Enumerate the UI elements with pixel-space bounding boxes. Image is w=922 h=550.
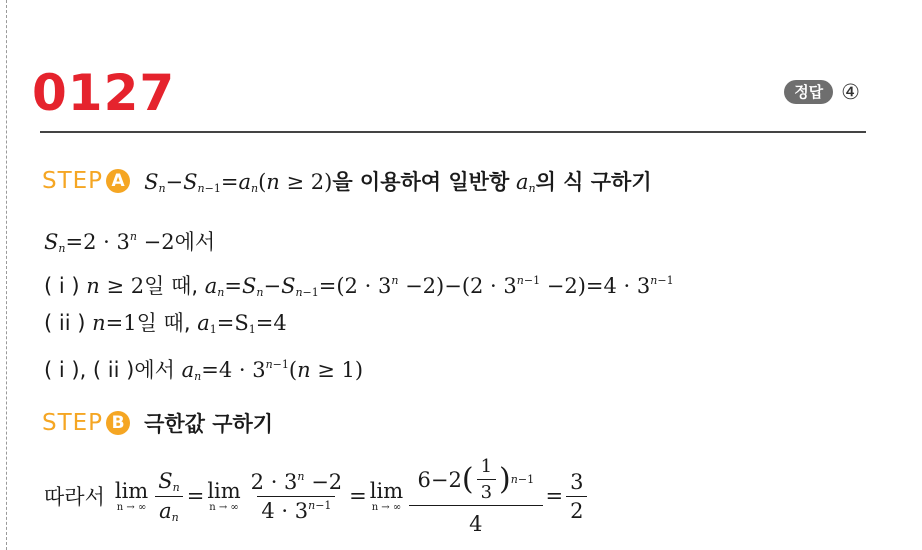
step-b-tag: STEP	[42, 410, 104, 436]
limit-3: lim n → ∞	[369, 479, 404, 513]
step-a-letter: A	[106, 169, 130, 193]
step-b-title: 극한값 구하기	[144, 412, 274, 436]
margin-guide	[6, 0, 7, 550]
final-prefix: 따라서	[44, 485, 105, 509]
header-rule	[40, 131, 866, 133]
fraction-3: 6−2 ( $\frac{1}{3}$ ) n−1 4	[409, 456, 542, 536]
solution-line-2: ( i ) n ≥ 2일 때, $a_n=S_n-S_{n-1}=(2 \cdot 3^n -2)-(2 \cdot 3^{n-1} -2)=4 \cdot 3^{n-1}$	[44, 274, 674, 299]
step-a-title: $S_n-S_{n-1}=a_n(n \ge 2)$을 이용하여 일반항 $a_n$의 식 구하기	[144, 170, 652, 195]
step-a-tag: STEP	[42, 168, 104, 194]
solution-line-4: ( i ), ( ii )에서 $a_n=4 \cdot 3^{n-1}(n \ge 1)$	[44, 358, 364, 383]
step-a-heading	[42, 166, 652, 196]
final-formula: 따라서 lim n → ∞ $\frac{S_n}{a_n}$ = lim n → ∞ $\frac{2 \cdot 3^n -2}{4 \cdot 3^{n-1}}$ = lim n → ∞ 6−2 ( $\frac{1}{3}$ ) n−1 4 = $\frac{3}{2}$	[44, 446, 590, 546]
fraction-1: $\frac{S_n}{a_n}$	[154, 469, 183, 524]
problem-number: 0127	[32, 64, 176, 122]
limit-1: lim n → ∞	[114, 479, 149, 513]
step-b-letter: B	[106, 411, 130, 435]
fraction-2: $\frac{2 \cdot 3^n -2}{4 \cdot 3^{n-1}}$	[250, 469, 343, 523]
answer-value: ④	[841, 80, 860, 104]
problem-header	[30, 62, 872, 132]
answer-box	[784, 80, 860, 104]
answer-label: 정답	[784, 80, 833, 104]
fraction-result: $\frac{3}{2}$	[566, 470, 587, 523]
solution-line-3: ( ii ) n=1일 때, $a_1=S_1=4$	[44, 311, 287, 336]
step-b-heading	[42, 408, 273, 438]
solution-line-1: $S_n=2 \cdot 3^n -2$에서	[44, 230, 216, 255]
limit-2: lim n → ∞	[207, 479, 241, 513]
